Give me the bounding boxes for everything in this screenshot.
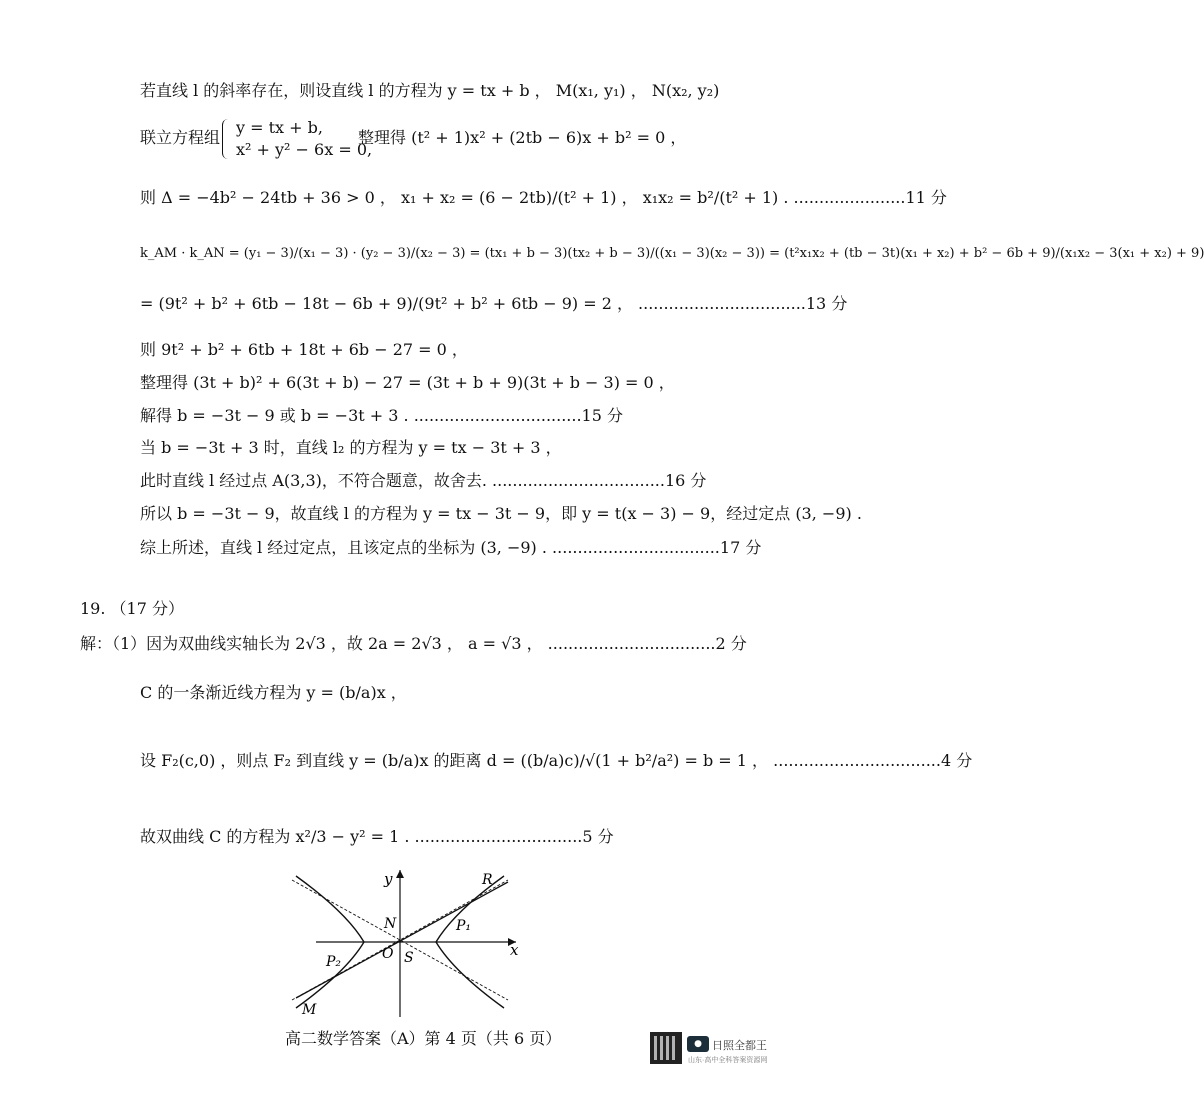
y-axis-arrow (396, 870, 404, 878)
system-eq-2: x² + y² − 6x = 0, (236, 140, 373, 159)
answer-line: 联立方程组 (140, 128, 221, 147)
hyperbola-figure (286, 862, 526, 1022)
answer-line: 此时直线 l 经过点 A(3,3)，不符合题意，故舍去. ..................................16 分 (140, 471, 707, 490)
label-x-axis: x (510, 941, 519, 959)
answer-line: 设 F₂(c,0) ，则点 F₂ 到直线 y = (b/a)x 的距离 d = ((b/a)c)/√(1 + b²/a²) = b = 1 ， .................................4 分 (140, 751, 973, 770)
answer-line: k_AM · k_AN = (y₁ − 3)/(x₁ − 3) · (y₂ − 3)/(x₂ − 3) = (tx₁ + b − 3)(tx₂ + b − 3)/((x₁ − 3)(x₂ − 3)) = (t²x₁x₂ + (tb − 3t)(x₁ + x₂) + b² − 6b + 9)/(x₁x₂ − 3(x₁ + x₂) + 9) (140, 246, 1204, 261)
answer-line: 当 b = −3t + 3 时，直线 l₂ 的方程为 y = tx − 3t + 3 ， (140, 438, 562, 457)
answer-line: 则 Δ = −4b² − 24tb + 36 > 0 ， x₁ + x₂ = (6 − 2tb)/(t² + 1) ， x₁x₂ = b²/(t² + 1) . ......................11 分 (140, 188, 947, 207)
answer-line: 解：（1）因为双曲线实轴长为 2√3 ，故 2a = 2√3 ， a = √3 ， .................................2 分 (80, 634, 747, 653)
page-footer: 高二数学答案（A）第 4 页（共 6 页） (285, 1029, 562, 1048)
qr-code (650, 1032, 682, 1064)
answer-line: 整理得 (3t + b)² + 6(3t + b) − 27 = (3t + b + 9)(3t + b − 3) = 0 ， (140, 373, 675, 392)
answer-line: 故双曲线 C 的方程为 x²/3 − y² = 1 . .................................5 分 (140, 827, 614, 846)
system-eq-1: y = tx + b, (236, 118, 323, 137)
answer-line: 解得 b = −3t − 9 或 b = −3t + 3 . .................................15 分 (140, 406, 623, 425)
brand-logo-icon: ● (687, 1036, 709, 1052)
brand-subtitle: 山东·高中全科答案资源网 (688, 1057, 768, 1064)
label-R: R (482, 872, 493, 888)
answer-line: 整理得 (t² + 1)x² + (2tb − 6)x + b² = 0 ， (358, 128, 687, 147)
answer-line: 综上所述，直线 l 经过定点，且该定点的坐标为 (3, −9) . .................................17 分 (140, 538, 762, 557)
label-O: O (382, 946, 394, 962)
answer-line: 若直线 l 的斜率存在，则设直线 l 的方程为 y = tx + b ， M(x₁, y₁) ， N(x₂, y₂) (140, 81, 720, 100)
label-M: M (302, 1002, 317, 1018)
label-S: S (404, 950, 414, 966)
question-heading: 19. （17 分） (80, 599, 184, 618)
answer-line: 所以 b = −3t − 9，故直线 l 的方程为 y = tx − 3t − 9，即 y = t(x − 3) − 9，经过定点 (3, −9) . (140, 504, 862, 523)
answer-line: 则 9t² + b² + 6tb + 18t + 6b − 27 = 0 ， (140, 340, 468, 359)
answer-line: = (9t² + b² + 6tb − 18t − 6b + 9)/(9t² + b² + 6tb − 9) = 2 ， .................................13 分 (140, 294, 848, 313)
label-P2: P₂ (326, 954, 342, 970)
brand-label: 日照全都王 (712, 1040, 767, 1052)
answer-line: C 的一条渐近线方程为 y = (b/a)x ， (140, 683, 407, 702)
label-P1: P₁ (456, 918, 472, 934)
equation-system (228, 117, 373, 161)
label-N: N (384, 916, 397, 932)
label-y-axis: y (384, 870, 393, 888)
